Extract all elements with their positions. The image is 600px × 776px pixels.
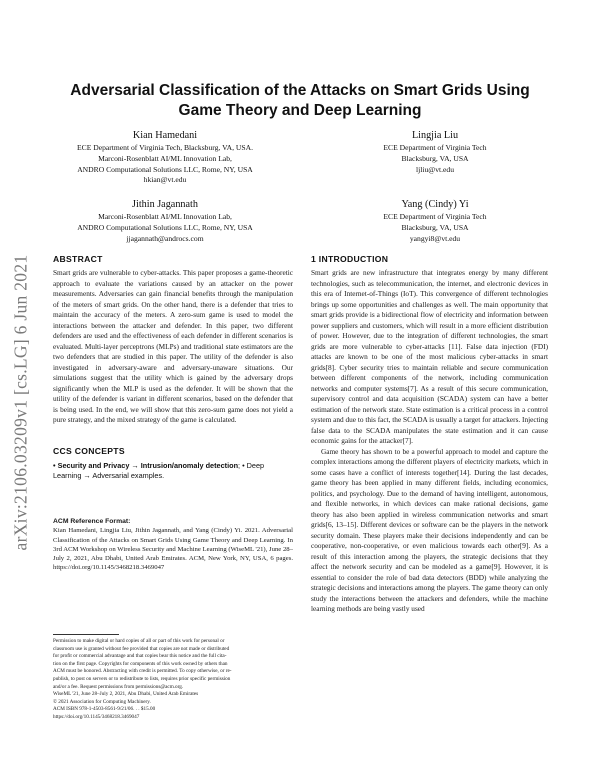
author-email: jjagannath@androcs.com xyxy=(126,233,204,243)
author-affiliation: ECE Department of Virginia Tech xyxy=(383,212,487,221)
footnote-divider xyxy=(53,634,119,635)
footnote-line: https://doi.org/10.1145/3468218.3469047 xyxy=(53,713,140,720)
introduction-paragraph-2: Game theory has shown to be a powerful approach to model and capture the complex interactions among the different players of electricity markets, which in some cases have a conflict of interests together[14]. During the last decades, game theory has been applied in many different fields, including economics, politics, and psychology. Due to the demand of having intelligent, autonomous, and flexible networks, in which devices can make rational decisions, game theory has also been applied in wireless communication networks and smart grids[6, 13–15]. Different devices or software can be the players in the network security domain. These players make their decisions independently and can be cooperative, non-cooperative, or even malicious towards each other[9]. As a result of this interaction among the players, the strategic decisions that they affect the network security and can be modeled as a game[9]. However, it is essential to consider the role of bad data detectors (BDD) while analyzing the strategic decisions and interactions among the players. The game theory can only study the interactions between the attackers and defenders, while the machine learning methods are being vastly used xyxy=(311,446,548,613)
author-affiliation: ECE Department of Virginia Tech xyxy=(383,143,487,152)
footnote-line: WiseML '21, June 28–July 2, 2021, Abu Dhabi, United Arab Emirates xyxy=(53,691,199,698)
introduction-body xyxy=(311,268,548,615)
author-email: hkian@vt.edu xyxy=(143,175,187,185)
abstract-heading: ABSTRACT xyxy=(53,254,103,264)
author-name: Jithin Jagannath xyxy=(132,199,198,210)
footnote-line: tion on the first page. Copyrights for components of this work owned by others than xyxy=(53,660,228,667)
ccs-concept-primary: • Security and Privacy → Intrusion/anomaly detection xyxy=(53,461,239,470)
author-affiliation: ANDRO Computational Solutions LLC, Rome, NY, USA xyxy=(77,164,253,174)
author-name: Yang (Cindy) Yi xyxy=(401,199,469,210)
author-block xyxy=(310,197,560,244)
author-block xyxy=(40,197,290,244)
author-email: ljliu@vt.edu xyxy=(416,164,454,174)
footnote-line: and/or a fee. Request permissions from permissions@acm.org. xyxy=(53,683,184,690)
author-block xyxy=(40,128,290,186)
arxiv-stamp xyxy=(4,208,38,596)
ccs-concept-secondary: ; • Deep Learning → Adversarial examples. xyxy=(53,461,265,481)
abstract-text: Smart grids are vulnerable to cyber-attacks. This paper proposes a game-theoretic approach to evaluate the variations caused by an attacker on the power measurements. Adversaries can gain financial benefits through the manipulation of the meters of smart grids. On the other hand, there is a defender that tries to maintain the accuracy of the meters. A zero-sum game is used to model the interactions between the attacker and defender. In this paper, two different defenders are used and the effectiveness of each defender in different scenarios is evaluated. Multi-layer perceptrons (MLPs) and traditional state estimators are the two defenders that are studied in this paper. The utility of the defender is also investigated in adversary-aware and adversary-unaware situations. Our simulations suggest that the utility which is gained by the adversary drops significantly when the MLP is used as the defender. It will be shown that the utility of the defender is variant in different scenarios, based on the defender that is being used. In the end, we will show that this zero-sum game does not yield a pure strategy, and the mixed strategy of the game is calculated. xyxy=(53,268,293,424)
author-affiliation: Blacksburg, VA, USA xyxy=(401,153,469,163)
arxiv-stamp-text: arXiv:2106.03209v1 [cs.LG] 6 Jun 2021 xyxy=(10,254,31,550)
footnote-line: classroom use is granted without fee provided that copies are not made or distributed xyxy=(53,645,230,652)
footnote-line: Permission to make digital or hard copies of all or part of this work for personal or xyxy=(53,638,225,644)
title-line-1: Adversarial Classification of the Attacks on Smart Grids Using xyxy=(70,82,530,99)
footnote-line: publish, to post on servers or to redistribute to lists, requires prior specific permission xyxy=(53,675,231,682)
author-name: Kian Hamedani xyxy=(132,130,198,141)
title-line-2: Game Theory and Deep Learning xyxy=(178,102,422,119)
introduction-heading: 1 INTRODUCTION xyxy=(311,254,389,264)
ccs-concepts xyxy=(53,461,293,482)
author-affiliation: Marconi-Rosenblatt AI/ML Innovation Lab, xyxy=(98,212,232,221)
acm-reference-text: Kian Hamedani, Lingjia Liu, Jithin Jagannath, and Yang (Cindy) Yi. 2021. Adversarial Classification of the Attacks on Smart Grids Using Game Theory and Deep Learning. In 3rd ACM Workshop on Wireless Security and Machine Learning (WiseML '21), June 28–July 2, 2021, Abu Dhabi, United Arab Emirates. ACM, New York, NY, USA, 6 pages. https://doi.org/10.1145/3468218.3469047 xyxy=(53,527,293,572)
introduction-paragraph-1: Smart grids are new infrastructure that integrates energy by many different technologies, such as telecommunication, the internet, and electronic devices in this era of Internet-of-Things (IoT). This convergence of different technologies brings up some opportunities and challenges as well. The main opportunity that smart grids provide is a bidirectional flow of electricity and information between power suppliers and customers, which will result in a more efficient distribution of power. However, due to the integration of different technologies, the smart grids are more vulnerable to cyber-attacks [11]. False data injection (FDI) attacks are known to be one of the most malicious cyber-attacks in smart grids[8]. Cyber security tries to maintain reliable and secure communication between different components of the network, including communication networks and computer systems[7]. As a result of this secure communication, supervisory control and data acquisition (SCADA) system can have a better estimation of the network state. State estimation is a critical process in a control system and due to this fact, the SCADA is usually a target for attackers. Injecting false data to the SCADA manipulates the state estimation and it can cause economic gains for the attacker[7]. xyxy=(311,268,548,445)
permissions-footnote xyxy=(53,638,293,722)
abstract-body xyxy=(53,268,293,426)
author-block xyxy=(310,128,560,175)
author-affiliation: Blacksburg, VA, USA xyxy=(401,222,469,232)
acm-reference-heading: ACM Reference Format: xyxy=(53,518,131,525)
footnote-line: ACM must be honored. Abstracting with credit is permitted. To copy otherwise, or re- xyxy=(53,668,232,675)
footnote-line: © 2021 Association for Computing Machinery. xyxy=(53,698,151,705)
footnote-line: for profit or commercial advantage and that copies bear this notice and the full cita- xyxy=(53,653,227,660)
author-affiliation: Marconi-Rosenblatt AI/ML Innovation Lab, xyxy=(98,153,232,163)
ccs-heading: CCS CONCEPTS xyxy=(53,446,125,456)
author-email: yangyi8@vt.edu xyxy=(409,233,461,243)
acm-reference xyxy=(53,517,293,573)
paper-title xyxy=(60,81,540,121)
author-affiliation: ANDRO Computational Solutions LLC, Rome, NY, USA xyxy=(77,222,253,232)
footnote-line: ACM ISBN 978-1-4503-8561-9/21/06. . . $15.00 xyxy=(53,706,156,713)
author-affiliation: ECE Department of Virginia Tech, Blacksburg, VA, USA. xyxy=(77,143,253,152)
author-name: Lingjia Liu xyxy=(411,130,459,141)
